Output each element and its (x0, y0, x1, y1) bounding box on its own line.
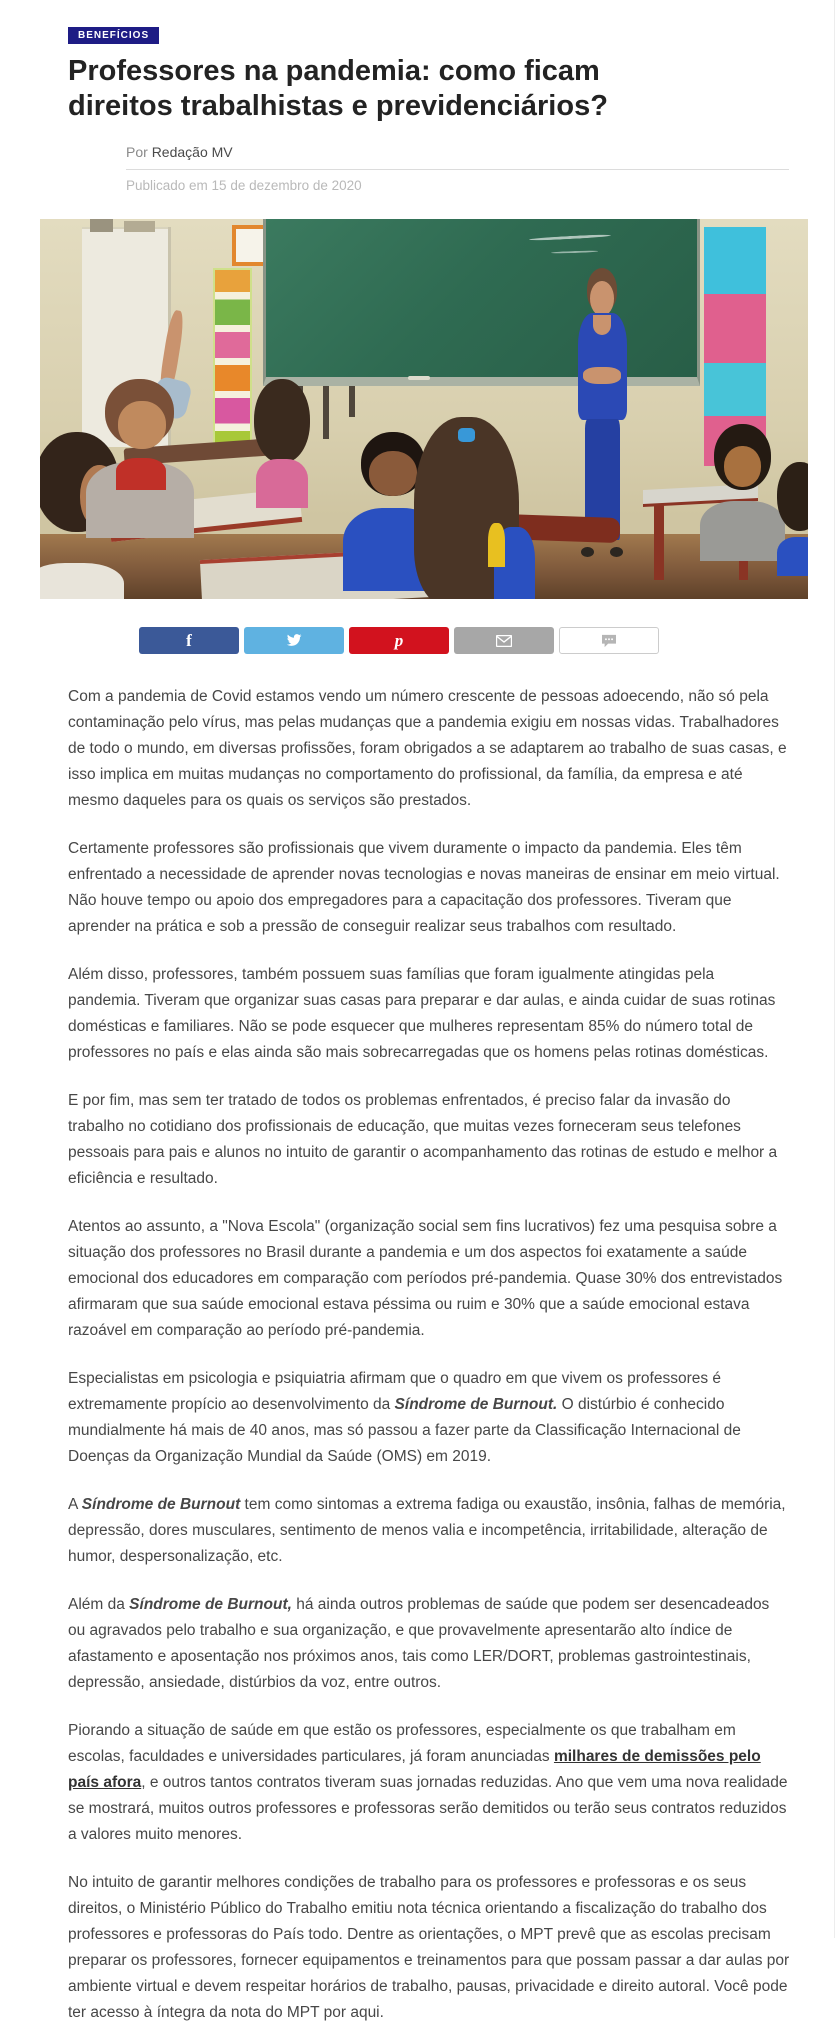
teacher-face (590, 281, 613, 316)
article-paragraph (68, 684, 790, 814)
chalkboard (263, 219, 701, 386)
cabinet-item (124, 221, 155, 232)
share-twitter-button[interactable] (244, 627, 344, 654)
teacher-shoe (581, 547, 594, 557)
paragraph-text: , e outros tantos contratos tiveram suas jornadas reduzidas. Ano que vem uma nova realidade se mostrará, muitos outros professores e professoras serão demitidos ou terão seus contratos reduzidos a valores muito menores. (68, 1774, 788, 1843)
cabinet-item (90, 219, 113, 232)
share-pinterest-button[interactable] (349, 627, 449, 654)
chalk-eraser (408, 376, 430, 381)
student (247, 379, 316, 508)
paragraph-text: A (68, 1496, 82, 1513)
paragraph-text: tem como sintomas a extrema fadiga ou exaustão, insônia, falhas de memória, depressão, dores musculares, sentimento de menos valia e incompetência, irritabilidade, alteração de humor, despersonalização, etc. (68, 1496, 786, 1565)
teacher-shoe (610, 547, 623, 557)
share-email-button[interactable] (454, 627, 554, 654)
wall-poster-strip (215, 270, 250, 452)
paragraph-text: O distúrbio é conhecido mundialmente há mais de 40 anos, mas só passou a fazer parte da Classificação Internacional de Doenças da Organização Mundial da Saúde (OMS) em 2019. (68, 1396, 741, 1465)
student (700, 424, 784, 561)
paragraph-text: Certamente professores são profissionais que vivem duramente o impacto da pandemia. Eles têm enfrentado a necessidade de aprender novas tecnologias e novas maneiras de ensinar em meio virtual. Não houve tempo ou apoio dos empregadores para a capacitação dos professores. Tiveram que aprender na prática e sob a pressão de conseguir realizar seus trabalhos com resultado. (68, 840, 780, 935)
article-paragraph (68, 1870, 790, 2026)
article-paragraph (68, 1214, 790, 1344)
article-paragraph (68, 1366, 790, 1470)
demissoes-link[interactable]: milhares de demissões pelo país afora (68, 1748, 761, 1791)
hero-image (40, 219, 808, 599)
article-body (68, 684, 790, 2026)
paragraph-text: No intuito de garantir melhores condições de trabalho para os professores e professoras e os seus direitos, o Ministério Público do Trabalho emitiu nota técnica orientando a fiscalização do trabalho dos professores e professoras do País todo. Dentre as orientações, o MPT prevê que as escolas precisam preparar os professores, fornecer equipamentos e treinamentos para que possam passar a dar aulas por ambiente virtual e devem respeitar horários de trabalho, pausas, privacidade e direito autoral. Você pode ter acesso à íntegra da nota do MPT por aqui. (68, 1874, 790, 2021)
paragraph-text: E por fim, mas sem ter tratado de todos os problemas enfrentados, é preciso falar da invasão do trabalho no cotidiano dos profissionais de educação, que muitas vezes forneceram seus telefones pessoais para pais e alunos no intuito de garantir o acompanhamento das rotinas de estudo e melhor a eficiência e resultado. (68, 1092, 778, 1187)
article-meta (126, 144, 789, 193)
article-paragraph (68, 962, 790, 1066)
paragraph-text: Além da (68, 1596, 130, 1613)
share-buttons (139, 627, 789, 654)
paragraph-text: Com a pandemia de Covid estamos vendo um número crescente de pessoas adoecendo, não só pela contaminação pelo vírus, mas pelas mudanças que a pandemia exigiu em nossas vidas. Trabalhadores de todo o mundo, em diversas profissões, foram obrigados a se adaptarem ao trabalho de suas casas, e isso implica em muitas mudanças no comportamento do profissional, da família, da empresa e até mesmo daqueles para os quais os serviços são prestados. (68, 688, 787, 809)
student (86, 379, 194, 539)
paragraph-text: Síndrome de Burnout. (394, 1396, 558, 1413)
pinterest-icon: p (394, 631, 404, 650)
facebook-icon: f (186, 631, 192, 650)
category-badge[interactable]: BENEFÍCIOS (68, 27, 159, 44)
paragraph-text: Síndrome de Burnout, (129, 1596, 292, 1613)
author-link[interactable]: Redação MV (151, 144, 233, 160)
byline-divider (126, 169, 789, 170)
paragraph-text: Além disso, professores, também possuem suas famílias que foram igualmente atingidas pela pandemia. Tiveram que organizar suas casas para preparar e dar aulas, e ainda cuidar de suas rotinas domésticas e familiares. Não se pode esquecer que mulheres representam 85% do número total de professores no país e elas ainda são mais sobrecarregadas que os homens pelas rotinas domésticas. (68, 966, 776, 1061)
article-paragraph (68, 836, 790, 940)
teacher-chest (593, 315, 612, 335)
paragraph-text: Especialistas em psicologia e psiquiatria afirmam que o quadro em que vivem os professores é extremamente propício ao desenvolvimento da (68, 1370, 722, 1413)
teacher-figure (573, 268, 631, 557)
student (397, 417, 535, 599)
student (777, 462, 808, 576)
teacher-desk-leg (654, 504, 663, 580)
paragraph-text: Piorando a situação de saúde em que estão os professores, especialmente os que trabalham em escolas, faculdades e universidades particulares, já foram anunciadas (68, 1722, 736, 1765)
article-paragraph (68, 1492, 790, 1570)
byline-prefix: Por (126, 144, 148, 160)
article-paragraph (68, 1592, 790, 1696)
share-facebook-button[interactable] (139, 627, 239, 654)
teacher-arms (583, 367, 620, 384)
paragraph-text: Atentos ao assunto, a "Nova Escola" (organização social sem fins lucrativos) fez uma pesquisa sobre a situação dos professores no Brasil durante a pandemia e um dos aspectos foi exatamente a saúde emocional dos educadores em comparação com períodos pré-pandemia. Quase 30% dos entrevistados afirmaram que sua saúde emocional estava péssima ou ruim e 30% que a saúde emocional estava razoável em comparação ao período pré-pandemia. (68, 1218, 783, 1339)
byline (126, 144, 789, 160)
paragraph-text: há ainda outros problemas de saúde que podem ser desencadeados ou agravados pelo trabalho e sua organização, e que provavelmente apresentarão alto índice de afastamento e aposentação nos próximos anos, tais como LER/DORT, problemas gastrointestinais, depressão, ansiedade, distúrbios da voz, entre outros. (68, 1596, 770, 1691)
twitter-icon (286, 634, 302, 647)
comment-icon (601, 634, 617, 648)
share-comment-button[interactable] (559, 627, 659, 654)
chalk-writing (529, 234, 611, 241)
published-date: Publicado em 15 de dezembro de 2020 (126, 178, 362, 193)
email-icon (496, 635, 512, 647)
chalk-writing (551, 250, 599, 254)
article-paragraph (68, 1718, 790, 1848)
paragraph-text: Síndrome de Burnout (81, 1496, 241, 1513)
page-title: Professores na pandemia: como ficam direitos trabalhistas e previdenciários? (68, 55, 608, 122)
article-paragraph (68, 1088, 790, 1192)
